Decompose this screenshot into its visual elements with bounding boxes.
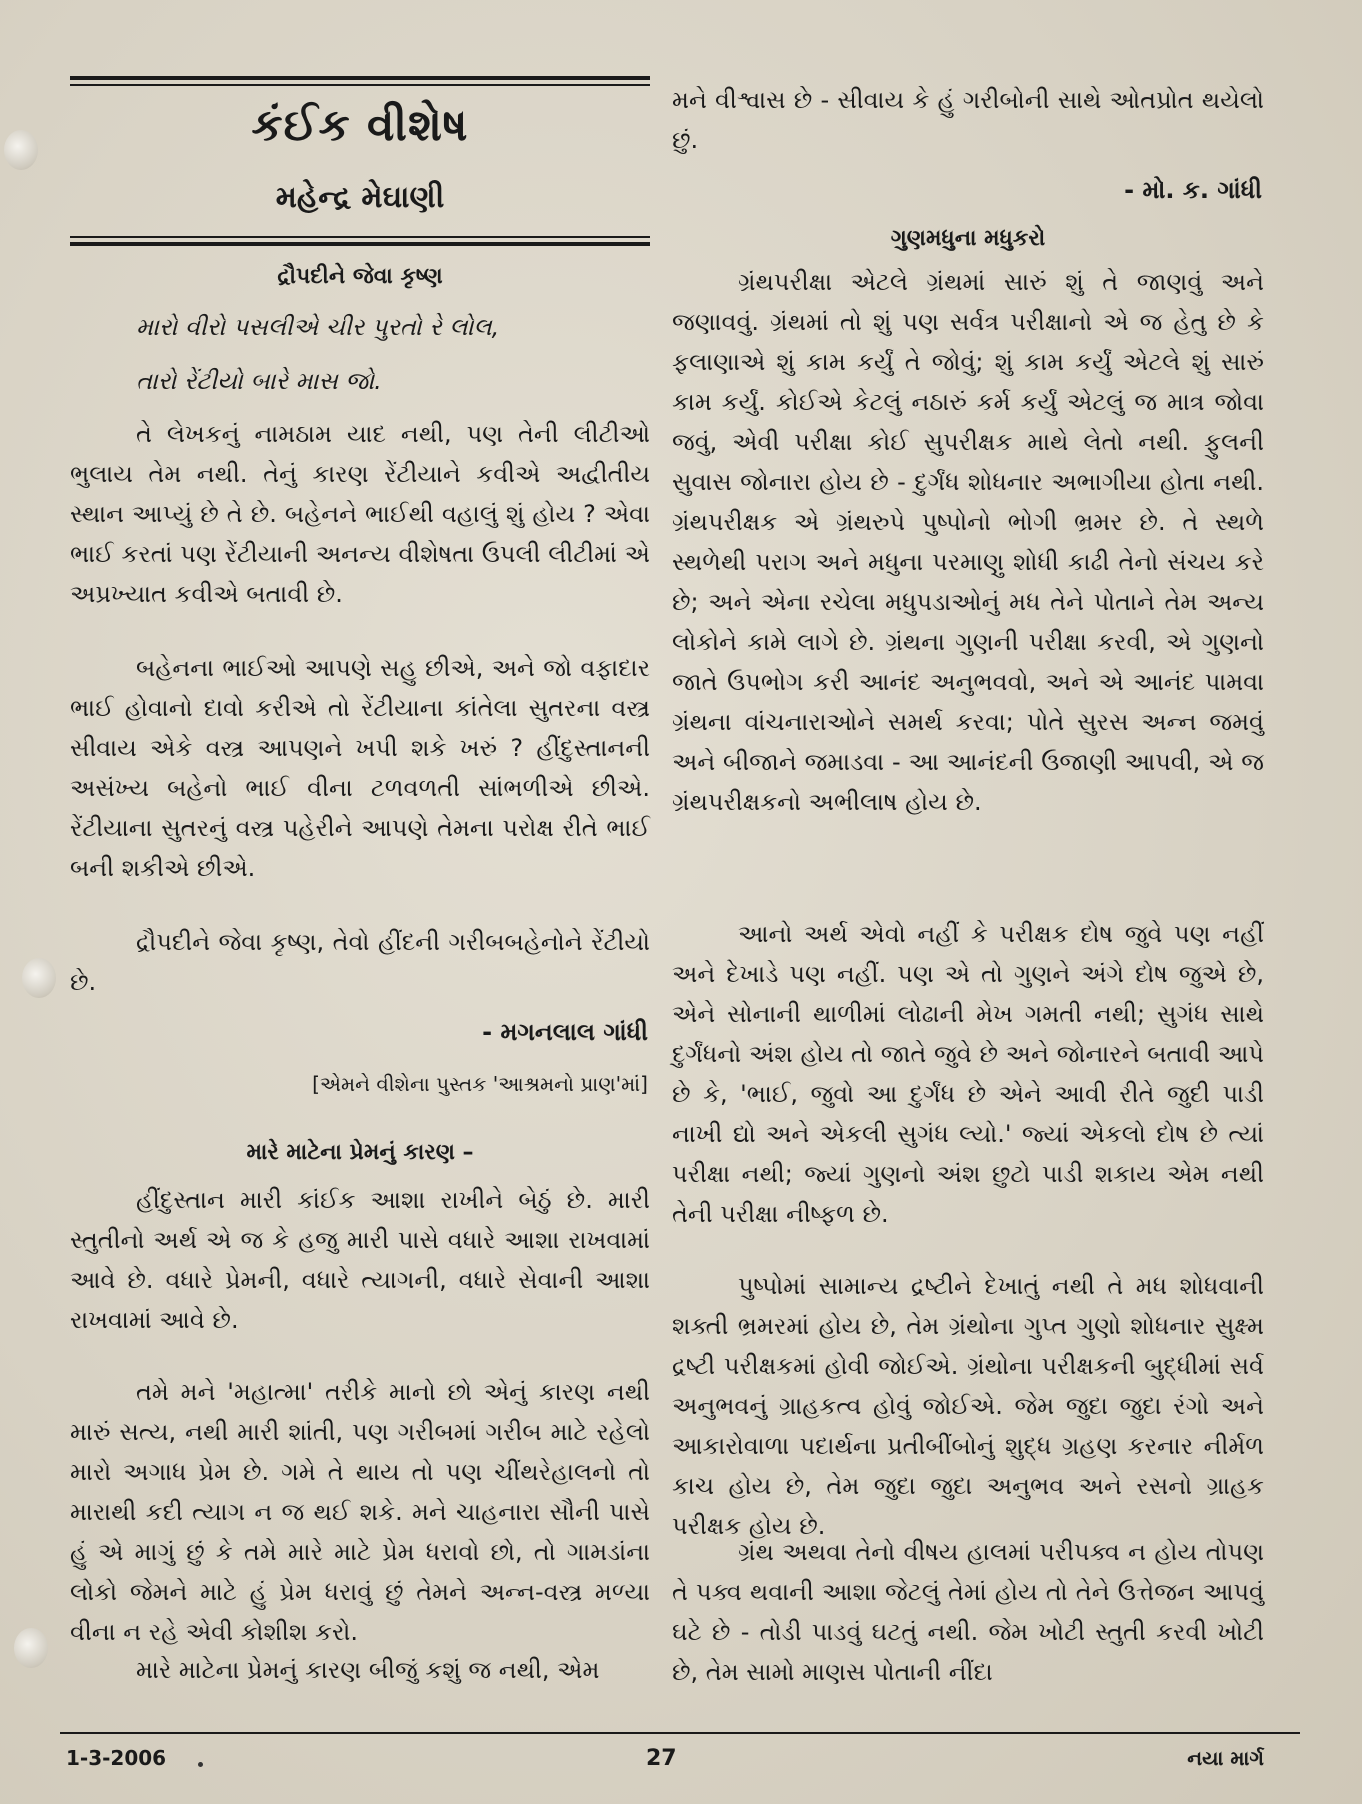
article2-paragraph-3: મારે માટેના પ્રેમનું કારણ બીજું કશું જ નથી, એમ — [136, 1656, 600, 1684]
article2-paragraph-2: તમે મને 'મહાત્મા' તરીકે માનો છો એનું કારણ નથી મારું સત્ય, નથી મારી શાંતી, પણ ગરીબમાં ગરીબ માટે રહેલો મારો અગાધ પ્રેમ છે. ગમે તે થાય તો પણ ચીંથરેહાલનો તો મારાથી કદી ત્યાગ ન જ થઈ શકે. મને ચાહનારા સૌની પાસે હું એ માગું છું કે તમે મારે માટે પ્રેમ ધરાવો છો, તો ગામડાંના લોકો જેમને માટે હું પ્રેમ ધરાવું છું તેમને અન્ન-વસ્ત્ર મળ્યા વીના ન રહે એવી કોશીશ કરો. — [70, 1378, 650, 1646]
article3-heading: ગુણમધુના મધુકરો — [890, 226, 1046, 251]
section-title: કંઈક વીશેષ — [251, 100, 469, 151]
article1-paragraph-2: બહેનના ભાઈઓ આપણે સહુ છીએ, અને જો વફાદાર ભાઈ હોવાનો દાવો કરીએ તો રેંટીયાના કાંતેલા સુતરના વસ્ત્ર સીવાય એકે વસ્ત્ર આપણને ખપી શકે ખરું ? હીંદુસ્તાનની અસંખ્ય બહેનો ભાઈ વીના ટળવળતી સાંભળીએ છીએ. રેંટીયાના સુતરનું વસ્ત્ર પહેરીને આપણે તેમના પરોક્ષ રીતે ભાઈ બની શકીએ છીએ. — [70, 654, 650, 882]
article3-paragraph-4: ગ્રંથ અથવા તેનો વીષય હાલમાં પરીપક્વ ન હોય તોપણ તે પક્વ થવાની આશા જેટલું તેમાં હોય તો તેને ઉત્તેજન આપવું ઘટે છે - તોડી પાડવું ઘટતું નથી. જેમ ખોટી સ્તુતી કરવી ખોટી છે, તેમ સામો માણસ પોતાની નીંદા — [672, 1538, 1264, 1686]
verse-line-1: મારો વીરો પસલીએ ચીર પુરતો રે લોલ, — [136, 313, 500, 341]
footer-rule — [60, 1732, 1300, 1734]
footer-date: 1-3-2006 — [66, 1746, 167, 1770]
header-rule-top-thin — [70, 84, 650, 86]
punch-hole-bottom — [14, 1628, 48, 1668]
article1-paragraph-1: તે લેખકનું નામઠામ યાદ નથી, પણ તેની લીટીઓ ભુલાય તેમ નથી. તેનું કારણ રેંટીયાને કવીએ અદ્વીતીય સ્થાન આપ્યું છે તે છે. બહેનને ભાઈથી વહાલું શું હોય ? એવા ભાઈ કરતાં પણ રેંટીયાની અનન્ય વીશેષતા ઉપલી લીટીમાં એ અપ્રખ્યાત કવીએ બતાવી છે. — [70, 420, 650, 608]
footer-dot — [198, 1762, 203, 1767]
author-name: મહેન્દ્ર મેઘાણી — [275, 180, 445, 215]
article1-source-note: [એમને વીશેના પુસ્તક 'આશ્રમનો પ્રાણ'માં] — [312, 1072, 648, 1096]
article3-paragraph-2: આનો અર્થ એવો નહીં કે પરીક્ષક દોષ જુવે પણ નહીં અને દેખાડે પણ નહીં. પણ એ તો ગુણને અંગે દોષ જુએ છે, એને સોનાની થાળીમાં લોઢાની મેખ ગમતી નથી; સુગંધ સાથે દુર્ગંધનો અંશ હોય તો જાતે જુવે છે અને જોનારને બતાવી આપે છે કે, 'ભાઈ, જુવો આ દુર્ગંધ છે એને આવી રીતે જુદી પાડી નાખી દ્યો અને એકલી સુગંધ લ્યો.' જ્યાં એકલો દોષ છે ત્યાં પરીક્ષા નથી; જ્યાં ગુણનો અંશ છુટો પાડી શકાય એમ નથી તેની પરીક્ષા નીષ્ફળ છે. — [672, 920, 1265, 1228]
punch-hole-middle — [22, 958, 56, 998]
punch-hole-top — [4, 130, 38, 170]
footer-page-number: 27 — [646, 1746, 677, 1771]
header-rule-top — [70, 76, 650, 80]
article2-signature: - મો. ક. ગાંધી — [1124, 176, 1262, 204]
header-rule-bottom — [70, 242, 650, 246]
verse-line-2: તારો રેંટીયો બારે માસ જો. — [136, 367, 382, 395]
article2-paragraph-1: હીંદુસ્તાન મારી કાંઈક આશા રાખીને બેઠું છે. મારી સ્તુતીનો અર્થ એ જ કે હજુ મારી પાસે વધારે આશા રાખવામાં આવે છે. વધારે પ્રેમની, વધારે ત્યાગની, વધારે સેવાની આશા રાખવામાં આવે છે. — [70, 1186, 650, 1334]
article3-paragraph-3: પુષ્પોમાં સામાન્ય દ્રષ્ટીને દેખાતું નથી તે મધ શોધવાની શક્તી ભ્રમરમાં હોય છે, તેમ ગ્રંથોના ગુપ્ત ગુણો શોધનાર સુક્ષ્મ દ્રષ્ટી પરીક્ષકમાં હોવી જોઈએ. ગ્રંથોના પરીક્ષકની બુદ્ધીમાં સર્વ અનુભવનું ગ્રાહકત્વ હોવું જોઈએ. જેમ જુદા જુદા રંગો અને આકારોવાળા પદાર્થના પ્રતીબીંબોનું શુદ્ધ ગ્રહણ કરનાર નીર્મળ કાચ હોય છે, તેમ જુદા જુદા અનુભવ અને રસનો ગ્રાહક પરીક્ષક હોય છે. — [672, 1272, 1264, 1540]
article1-heading: દ્રૌપદીને જેવા કૃષ્ણ — [277, 264, 443, 289]
article1-signature: - મગનલાલ ગાંધી — [482, 1018, 648, 1046]
article2-continued: મને વીશ્વાસ છે - સીવાય કે હું ગરીબોની સાથે ઓતપ્રોત થયેલો છું. — [672, 86, 1264, 154]
article2-heading: મારે માટેના પ્રેમનું કારણ – — [246, 1140, 474, 1165]
article3-paragraph-1: ગ્રંથપરીક્ષા એટલે ગ્રંથમાં સારું શું તે જાણવું અને જણાવવું. ગ્રંથમાં તો શું પણ સર્વત્ર પરીક્ષાનો એ જ હેતુ છે કે ફલાણાએ શું કામ કર્યું તે જોવું; શું કામ કર્યું એટલે શું સારું કામ કર્યું. કોઈએ કેટલું નઠારું કર્મ કર્યું એટલું જ માત્ર જોવા જવું, એવી પરીક્ષા કોઈ સુપરીક્ષક માથે લેતો નથી. ફુલની સુવાસ જોનારા હોય છે - દુર્ગંધ શોધનાર અભાગીયા હોતા નથી. ગ્રંથપરીક્ષક એ ગ્રંથરુપે પુષ્પોનો ભોગી ભ્રમર છે. તે સ્થળે સ્થળેથી પરાગ અને મધુના પરમાણુ શોધી કાઢી તેનો સંચય કરે છે; અને એના રચેલા મધુપડાઓનું મધ તેને પોતાને તેમ અન્ય લોકોને કામે લાગે છે. ગ્રંથના ગુણની પરીક્ષા કરવી, એ ગુણનો જાતે ઉપભોગ કરી આનંદ અનુભવવો, અને એ આનંદ પામવા ગ્રંથના વાંચનારાઓને સમર્થ કરવા; પોતે સુરસ અન્ન જમવું અને બીજાને જમાડવા - આ આનંદની ઉજાણી આપવી, એ જ ગ્રંથપરીક્ષકનો અભીલાષ હોય છે. — [672, 268, 1264, 816]
article1-paragraph-3: દ્રૌપદીને જેવા કૃષ્ણ, તેવો હીંદની ગરીબબહેનોને રેંટીયો છે. — [70, 928, 650, 996]
header-rule-bottom-thin — [70, 236, 650, 238]
footer-magazine-name: નયા માર્ગ — [1187, 1746, 1264, 1770]
